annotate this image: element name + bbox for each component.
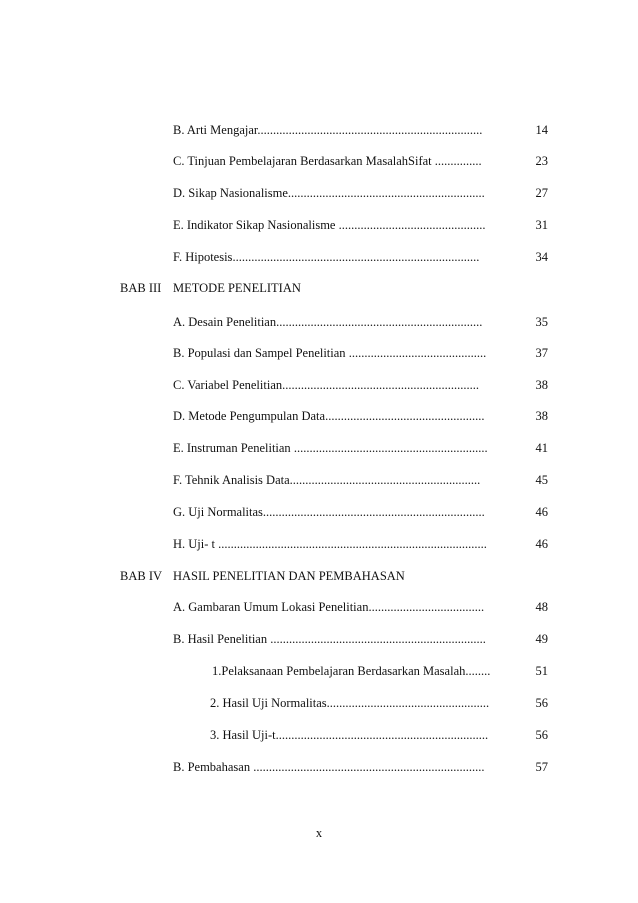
toc-entry-label: D. Sikap Nasionalisme............................................................... [173,186,485,200]
toc-entry-label: D. Metode Pengumpulan Data................................................... [173,409,485,423]
toc-entry [0,535,638,553]
toc-entry-page: 31 [535,218,548,232]
toc-entry-label: G. Uji Normalitas....................................................................... [173,505,485,519]
toc-entry [0,471,638,489]
toc-entry-label: A. Gambaran Umum Lokasi Penelitian..................................... [173,600,485,614]
toc-entry-label: 3. Hasil Uji-t.................................................................... [210,728,489,742]
toc-entry-page: 56 [535,728,548,742]
toc-entry [0,376,638,394]
chapter-number: BAB IV [120,569,163,583]
toc-entry [0,758,638,776]
toc-entry [0,726,638,744]
toc-entry-label: C. Variabel Penelitian............................................................... [173,378,479,392]
toc-entry-page: 34 [535,250,548,264]
chapter-number: BAB III [120,281,162,295]
toc-entry-label: C. Tinjuan Pembelajaran Berdasarkan MasalahSifat ............... [173,154,482,168]
toc-entry-page: 46 [535,505,548,519]
toc-entry-label: B. Pembahasan .......................................................................... [173,760,485,774]
toc-entry-page: 27 [535,186,548,200]
toc-entry [0,152,638,170]
toc-entry-label: E. Indikator Sikap Nasionalisme ............................................... [173,218,486,232]
toc-entry [0,630,638,648]
chapter-title: METODE PENELITIAN [173,281,301,295]
toc-entry-label: H. Uji- t ...................................................................................... [173,537,487,551]
toc-entry-label: B. Arti Mengajar........................................................................ [173,123,483,137]
toc-entry [0,121,638,139]
toc-entry-page: 35 [535,315,548,329]
toc-entry [0,439,638,457]
toc-entry [0,313,638,331]
toc-entry [0,216,638,234]
toc-entry-page: 23 [535,154,548,168]
toc-entry-label: E. Instruman Penelitian .............................................................. [173,441,488,455]
toc-entry [0,598,638,616]
toc-entry-page: 37 [535,346,548,360]
page-number: x [315,826,323,840]
toc-entry-page: 38 [535,409,548,423]
toc-entry [0,662,638,680]
toc-entry [0,694,638,712]
toc-entry-label: B. Hasil Penelitian ..................................................................... [173,632,486,646]
toc-entry-label: B. Populasi dan Sampel Penelitian ............................................ [173,346,487,360]
toc-entry-page: 46 [535,537,548,551]
toc-entry-label: 2. Hasil Uji Normalitas.................................................... [210,696,490,710]
toc-entry-label: A. Desain Penelitian.................................................................. [173,315,483,329]
chapter-title: HASIL PENELITIAN DAN PEMBAHASAN [173,569,405,583]
toc-entry [0,248,638,266]
toc-entry-page: 56 [535,696,548,710]
toc-entry-page: 38 [535,378,548,392]
toc-entry-page: 48 [535,600,548,614]
toc-entry-page: 45 [535,473,548,487]
toc-entry-page: 49 [535,632,548,646]
toc-entry-label: F. Tehnik Analisis Data............................................................. [173,473,481,487]
toc-entry-page: 14 [535,123,548,137]
chapter-heading [0,567,638,585]
toc-entry [0,344,638,362]
toc-entry [0,503,638,521]
toc-entry [0,407,638,425]
toc-entry-page: 57 [535,760,548,774]
toc-entry-page: 51 [535,664,548,678]
toc-entry [0,184,638,202]
chapter-heading [0,279,638,297]
toc-entry-label: 1.Pelaksanaan Pembelajaran Berdasarkan Masalah........ [212,664,491,678]
toc-entry-label: F. Hipotesis............................................................................... [173,250,480,264]
toc-entry-page: 41 [535,441,548,455]
